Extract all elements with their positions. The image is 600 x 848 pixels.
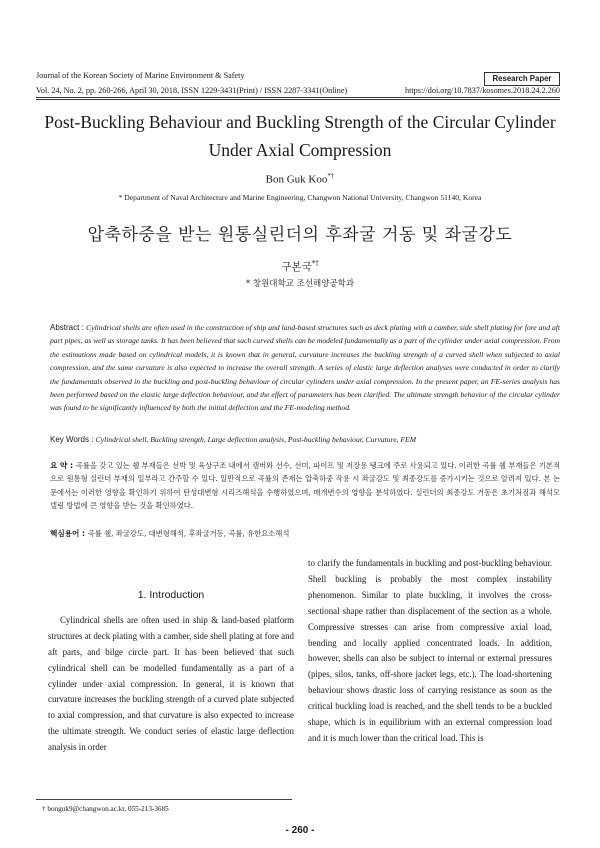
keywords-label: Key Words : — [50, 435, 96, 444]
keywords-text: Cylindrical shell, Buckling strength, Large deflection analysis, Post-buckling behaviour, Curvature, FEM — [95, 435, 417, 444]
keywords-ko — [50, 528, 560, 539]
left-column — [48, 588, 294, 756]
footnote-rule — [36, 799, 292, 800]
author-ko-name: 구본국 — [281, 261, 312, 273]
journal-name: Journal of the Korean Society of Marine Environment & Safety — [36, 71, 245, 80]
right-column — [308, 556, 552, 747]
header-rule — [36, 97, 560, 98]
author-en — [0, 172, 600, 186]
abstract-ko-text: 곡률을 갖고 있는 쉘 부재들은 선박 및 육상구조 내에서 캠버와 선수, 선미, 파이프 및 저장용 탱크에 주로 사용되고 있다. 이러한 곡률 쉘 부재들은 기본적으로 원통형 실린더 부재의 일부라고 간주할 수 있다. 일반적으로 곡률의 존재는 압축하중 작용 시 좌굴강도 및 최종강도를 증가시키는 것으로 알려져 있다. 본 논문에서는 이러한 영향을 확인하기 위하여 탄성대변형 시리즈해석을 수행하였으며, 매개변수의 영향을 분석하였다. 실린더의 최종강도 거동은 초기처짐과 해석모델링 방법에 큰 영향을 받는 것을 확인하였다. — [50, 461, 561, 511]
abstract-en — [50, 321, 560, 415]
paper-title-korean: 압축하중을 받는 원통실린더의 후좌굴 거동 및 좌굴강도 — [87, 225, 513, 245]
author-en-mark: *† — [327, 172, 335, 180]
affiliation-ko: * 창원대학교 조선해양공학과 — [245, 279, 355, 289]
author-ko-mark: *† — [311, 259, 319, 268]
keywords-ko-label: 핵심용어 : — [50, 529, 88, 538]
page-number: - 260 - — [285, 825, 315, 836]
paper-title: Post-Buckling Behaviour and Buckling Strength of the Circular Cylinder Under Axial Compression — [44, 112, 556, 160]
author-en-name: Bon Guk Koo — [265, 173, 328, 186]
doi-link[interactable]: https://doi.org/10.7837/kosomes.2018.24.2.260 — [405, 86, 560, 95]
abstract-label: Abstract : — [50, 323, 87, 332]
keywords-en — [50, 435, 560, 444]
section-heading: 1. Introduction — [137, 589, 205, 601]
header-rule-secondary — [36, 99, 560, 100]
abstract-ko — [50, 459, 560, 513]
corresponding-author-footnote: † bonguk9@changwon.ac.kr, 055-213-3685 — [42, 805, 169, 813]
intro-paragraph: Cylindrical shells are often used in ship & land-based platform structures at deck plating with a camber, side shell plating at fore and aft parts, and bilge circle part. It has been believed that such cylindrical shell can be modelled fundamentally as a part of a cylinder under axial compression. In general, it is known that curvature increases the buckling strength of a curved plate subjected to axial compression, and that curvature is also expected to increase the ultimate strength. We conduct series of elastic large deflection analysis in order — [48, 614, 294, 753]
intro-paragraph-continued: to clarify the fundamentals in buckling and post-buckling behaviour. Shell buckling is probably the most complex instability phenomenon. Similar to plate buckling, it involves the cross-sectional shape rather than displacement of the section as a whole. Compressive stresses can arise from compressive axial load, bending and locally applied concentrated loads. In addition, however, shells can also be subject to internal or external pressures (pipes, silos, tanks, off-shore jacket legs, etc.). The load-shortening behaviour shows drastic loss of carrying resistance as soon as the critical buckling load is reached, and the shell tends to be a buckled shape, which is in equilibrium with an external compression load and it is much lower than the critical load. This is — [308, 558, 552, 743]
abstract-ko-label: 요 약 : — [50, 461, 76, 470]
keywords-ko-text: 곡률 쉘, 좌굴강도, 대변형해석, 후좌굴거동, 곡률, 유한요소해석 — [87, 529, 290, 538]
volume-line: Vol. 24, No. 2, pp. 260-266, April 30, 2018, ISSN 1229-3431(Print) / ISSN 2287-3341(Online) — [36, 86, 348, 95]
paper-type-badge: Research Paper — [484, 72, 560, 86]
affiliation-en: * Department of Naval Architecture and Marine Engineering, Changwon National University, Changwon 51140, Korea — [118, 193, 482, 202]
author-ko — [0, 259, 600, 274]
abstract-text: Cylindrical shells are often used in the construction of ship and land-based structures such as deck plating with a camber, side shell plating for fore and aft part pipes, as well as storage tanks. It has been believed that such curved shells can be modeled fundamentally as a part of the cylinder under axial compression. From the estimations made based on cylindrical models, it is known that in general, curvature increases the buckling strength of a curved shell when subjected to axial compression, and the same curvature is also expected to increase the overall strength. A series of elastic large deflection analyses were conducted in order to clarify the fundamentals observed in the buckling and post-buckling behaviour of circular cylinders under axial compression. In the present paper, an FE-series analysis has been performed based on the elastic large deflection behaviour, and the effect of parameters has been clarified. The ultimate strength behavior of the circular cylinder was found to be significantly influenced by both the initial deflection and the FE-modeling method. — [50, 323, 561, 413]
